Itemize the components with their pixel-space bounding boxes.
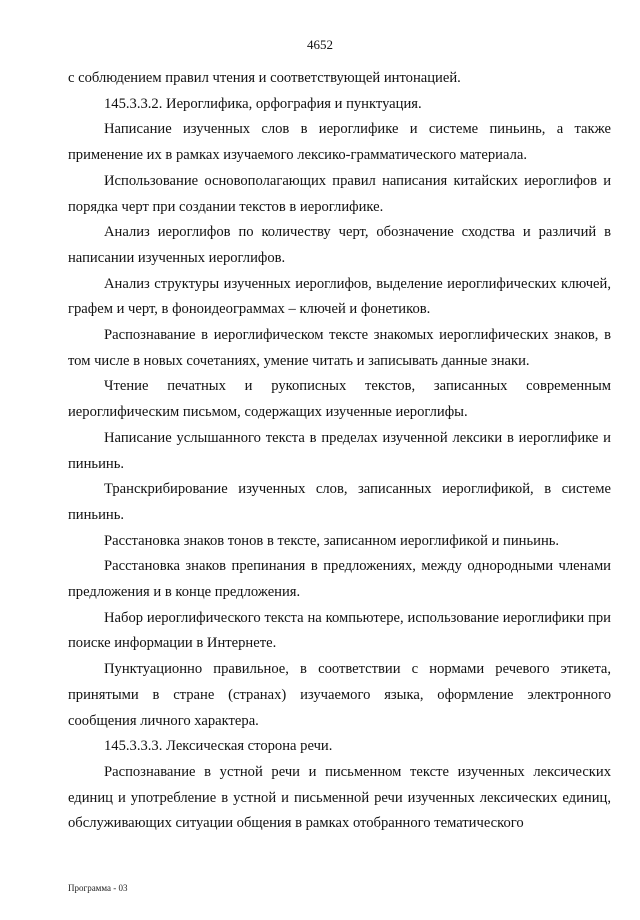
page-footer: Программа - 03 — [68, 883, 128, 893]
paragraph: Транскрибирование изученных слов, записанных иероглификой, в системе пиньинь. — [68, 481, 611, 523]
page-number: 4652 — [307, 37, 333, 52]
paragraph: Пунктуационно правильное, в соответствии с нормами речевого этикета, принятыми в стране (странах) изучаемого языка, оформление электронного сообщения личного характера. — [68, 661, 611, 729]
paragraph: Расстановка знаков препинания в предложениях, между однородными членами предложения и в конце предложения. — [68, 558, 611, 601]
paragraph: Написание услышанного текста в пределах изученной лексики в иероглифике и пиньинь. — [68, 429, 611, 472]
paragraph: с соблюдением правил чтения и соответствующей интонацией. — [68, 70, 461, 86]
paragraph: 145.3.3.2. Иероглифика, орфография и пунктуация. — [104, 95, 422, 112]
paragraph: Написание изученных слов в иероглифике и системе пиньинь, а также применение их в рамках изучаемого лексико-грамматического материала. — [68, 121, 611, 164]
paragraph: 145.3.3.3. Лексическая сторона речи. — [104, 738, 333, 755]
paragraph: Использование основополагающих правил написания китайских иероглифов и порядка черт при создании текстов в иероглифике. — [68, 172, 611, 215]
paragraph: Распознавание в устной речи и письменном тексте изученных лексических единиц и употребление в устной и письменной речи изученных лексических единиц, обслуживающих ситуации общения в рамках отобранного тематического — [68, 763, 611, 832]
paragraph: Анализ структуры изученных иероглифов, выделение иероглифических ключей, графем и черт, в фоноидеограммах – ключей и фонетиков. — [68, 275, 611, 318]
paragraph: Набор иероглифического текста на компьютере, использование иероглифики при поиске информации в Интернете. — [68, 609, 611, 652]
paragraph: Расстановка знаков тонов в тексте, записанном иероглификой и пиньинь. — [104, 532, 560, 549]
paragraph: Распознавание в иероглифическом тексте знакомых иероглифических знаков, в том числе в новых сочетаниях, умение читать и записывать данные знаки. — [68, 327, 611, 369]
paragraph: Анализ иероглифов по количеству черт, обозначение сходства и различий в написании изученных иероглифов. — [68, 224, 611, 266]
body-text — [68, 66, 611, 837]
paragraph: Чтение печатных и рукописных текстов, записанных современным иероглифическим письмом, содержащих изученные иероглифы. — [68, 378, 611, 421]
